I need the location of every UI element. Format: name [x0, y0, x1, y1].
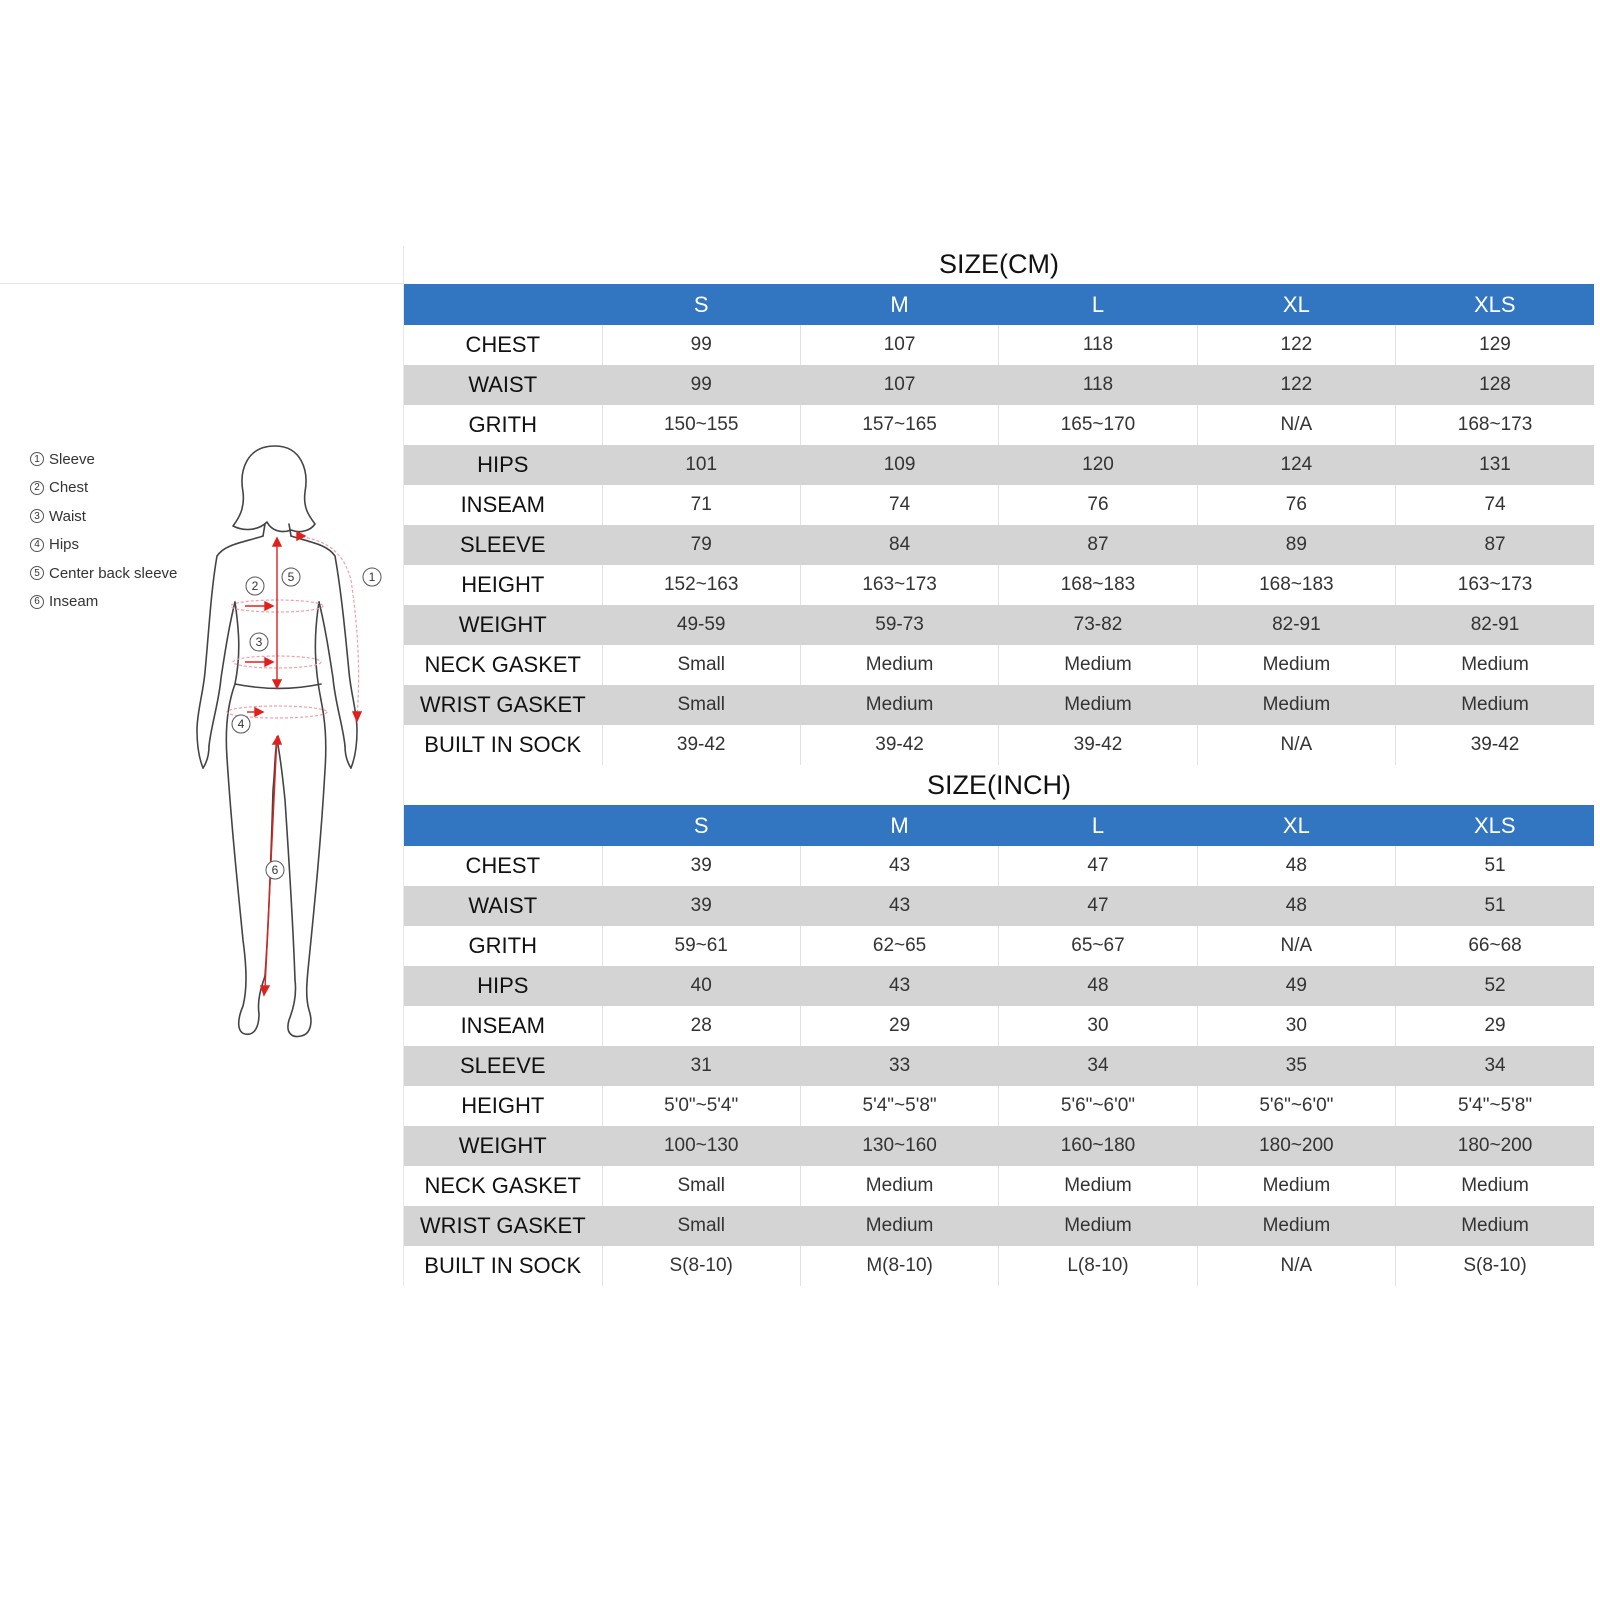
table-cell: 74 [800, 485, 998, 525]
table-cell: 5'0"~5'4" [602, 1086, 800, 1126]
row-label: WRIST GASKET [404, 685, 602, 725]
legend-item-waist [30, 502, 177, 531]
table-cell: 47 [999, 846, 1197, 886]
table-row [404, 525, 1594, 565]
table-cell: 168~173 [1396, 405, 1594, 445]
table-cell: 34 [999, 1046, 1197, 1086]
table-row [404, 846, 1594, 886]
divider-line [0, 283, 403, 284]
table-cell: 99 [602, 325, 800, 365]
table-cell: N/A [1197, 1246, 1395, 1286]
size-header: XLS [1396, 284, 1594, 325]
table-cell: 101 [602, 445, 800, 485]
row-label: WAIST [404, 365, 602, 405]
marker-number: 4 [237, 717, 245, 731]
table-cell: 66~68 [1396, 926, 1594, 966]
table-cell: 28 [602, 1006, 800, 1046]
table-cell: M(8-10) [800, 1246, 998, 1286]
table-cell: 122 [1197, 325, 1395, 365]
row-label: GRITH [468, 933, 537, 958]
legend-label: Inseam [49, 593, 99, 611]
header-corner [404, 284, 602, 325]
table-cell: 128 [1396, 365, 1594, 405]
table-cell: Small [602, 645, 800, 685]
size-header: S [602, 805, 800, 846]
table-header-row [404, 284, 1594, 325]
table-cell: 82-91 [1197, 605, 1395, 645]
legend-item-sleeve [30, 445, 177, 474]
table-cell: 39-42 [1396, 725, 1594, 765]
table-row [404, 565, 1594, 605]
table-cell: Medium [999, 685, 1197, 725]
table-cell: 163~173 [800, 565, 998, 605]
table-cell: S(8-10) [1396, 1246, 1594, 1286]
size-header: M [800, 805, 998, 846]
table-cell: 180~200 [1396, 1126, 1594, 1166]
table-cell: 29 [800, 1006, 998, 1046]
table-cell: 118 [999, 325, 1197, 365]
table-cell: 131 [1396, 445, 1594, 485]
legend-label: Waist [49, 507, 86, 525]
table-cell: 165~170 [999, 405, 1197, 445]
table-cell: 65~67 [999, 926, 1197, 966]
table-row [404, 725, 1594, 765]
table-cell: Medium [800, 1166, 998, 1206]
row-label: HIPS [404, 445, 602, 485]
legend-item-inseam [30, 588, 177, 617]
legend-number: 6 [30, 595, 44, 609]
row-label: CHEST [465, 853, 541, 878]
table-cell: 168~183 [999, 565, 1197, 605]
row-label: NECK GASKET [424, 1173, 581, 1198]
body-figure-icon [185, 440, 395, 1060]
table-cell: Medium [1396, 1166, 1594, 1206]
table-cell: 168~183 [1197, 565, 1395, 605]
table-cell: N/A [1197, 405, 1395, 445]
legend-item-hips [30, 531, 177, 560]
table-cell: Medium [1396, 1206, 1594, 1246]
table-cell: Medium [999, 645, 1197, 685]
table-row [404, 325, 1594, 365]
table-cell: 120 [999, 445, 1197, 485]
table-cell: 163~173 [1396, 565, 1594, 605]
table-cell: Medium [999, 1206, 1197, 1246]
table-cell: 5'4"~5'8" [800, 1086, 998, 1126]
table-cell: 130~160 [800, 1126, 998, 1166]
table-cell: 59-73 [800, 605, 998, 645]
table-cell: 82-91 [1396, 605, 1594, 645]
size-header: XLS [1396, 805, 1594, 846]
row-label: HEIGHT [461, 572, 545, 597]
table-cell: 118 [999, 365, 1197, 405]
inch-table-title: SIZE(INCH) [927, 770, 1071, 800]
table-cell: 5'4"~5'8" [1396, 1086, 1594, 1126]
table-cell: 48 [999, 966, 1197, 1006]
table-cell: 157~165 [800, 405, 998, 445]
size-header: XL [1197, 284, 1395, 325]
row-label: INSEAM [460, 492, 545, 517]
table-cell: 87 [999, 525, 1197, 565]
table-cell: 43 [800, 846, 998, 886]
table-row [404, 1126, 1594, 1166]
table-cell: 30 [1197, 1006, 1395, 1046]
size-header: L [999, 805, 1197, 846]
table-cell: 49 [1197, 966, 1395, 1006]
table-cell: 29 [1396, 1006, 1594, 1046]
table-cell: 39-42 [800, 725, 998, 765]
table-cell: 122 [1197, 365, 1395, 405]
table-cell: 5'6"~6'0" [999, 1086, 1197, 1126]
table-cell: 40 [602, 966, 800, 1006]
table-cell: Medium [1396, 685, 1594, 725]
table-cell: 124 [1197, 445, 1395, 485]
table-row [404, 405, 1594, 445]
table-row [404, 685, 1594, 725]
table-cell: 150~155 [602, 405, 800, 445]
table-cell: S(8-10) [602, 1246, 800, 1286]
table-row [404, 1006, 1594, 1046]
table-header-row [404, 805, 1594, 846]
legend-label: Sleeve [49, 450, 95, 468]
row-label: BUILT IN SOCK [424, 1253, 582, 1278]
table-cell: 31 [602, 1046, 800, 1086]
table-row [404, 1166, 1594, 1206]
table-row [404, 485, 1594, 525]
table-cell: 30 [999, 1006, 1197, 1046]
row-label: NECK GASKET [424, 652, 581, 677]
table-row [404, 1206, 1594, 1246]
table-cell: Medium [800, 685, 998, 725]
table-cell: 34 [1396, 1046, 1594, 1086]
table-row [404, 926, 1594, 966]
row-label: SLEEVE [404, 525, 602, 565]
table-cell: 52 [1396, 966, 1594, 1006]
table-cell: 87 [1396, 525, 1594, 565]
table-cell: Medium [800, 645, 998, 685]
legend-label: Chest [49, 479, 89, 497]
table-cell: 62~65 [800, 926, 998, 966]
size-charts [403, 246, 1594, 1286]
marker-number: 5 [287, 570, 295, 584]
size-table-inch [404, 805, 1594, 1286]
table-cell: 59~61 [602, 926, 800, 966]
legend-number: 5 [30, 566, 44, 580]
marker-number: 6 [271, 863, 279, 877]
legend-number: 1 [30, 452, 44, 466]
size-table-cm [404, 284, 1594, 765]
table-cell: Medium [999, 1166, 1197, 1206]
table-cell: Medium [1197, 645, 1395, 685]
header-corner [404, 805, 602, 846]
row-label: BUILT IN SOCK [424, 732, 582, 757]
table-cell: 43 [800, 886, 998, 926]
row-label: CHEST [465, 332, 541, 357]
size-header: L [999, 284, 1197, 325]
table-cell: 49-59 [602, 605, 800, 645]
table-cell: 5'6"~6'0" [1197, 1086, 1395, 1126]
table-row [404, 645, 1594, 685]
table-row [404, 1246, 1594, 1286]
table-cell: 33 [800, 1046, 998, 1086]
cm-table-body [404, 325, 1594, 765]
legend-label: Center back sleeve [49, 564, 178, 582]
row-label: WRIST GASKET [404, 1206, 602, 1246]
marker-number: 1 [368, 570, 376, 584]
table-cell: 39 [602, 886, 800, 926]
legend-label: Hips [49, 536, 80, 554]
table-cell: 76 [999, 485, 1197, 525]
table-cell: 107 [800, 325, 998, 365]
table-cell: Small [602, 1166, 800, 1206]
legend-item-center-back-sleeve [30, 559, 177, 588]
table-cell: 100~130 [602, 1126, 800, 1166]
table-cell: Medium [1197, 1206, 1395, 1246]
size-header: XL [1197, 805, 1395, 846]
table-cell: 84 [800, 525, 998, 565]
table-cell: 76 [1197, 485, 1395, 525]
table-cell: 73-82 [999, 605, 1197, 645]
table-cell: 51 [1396, 886, 1594, 926]
inch-table-body [404, 846, 1594, 1286]
table-row [404, 365, 1594, 405]
table-cell: 107 [800, 365, 998, 405]
table-row [404, 1086, 1594, 1126]
table-cell: 39-42 [999, 725, 1197, 765]
table-row [404, 886, 1594, 926]
table-cell: 39 [602, 846, 800, 886]
row-label: WEIGHT [404, 605, 602, 645]
row-label: HIPS [404, 966, 602, 1006]
table-cell: Medium [1197, 1166, 1395, 1206]
table-cell: 51 [1396, 846, 1594, 886]
table-cell: 109 [800, 445, 998, 485]
table-cell: 152~163 [602, 565, 800, 605]
row-label: INSEAM [460, 1013, 545, 1038]
table-cell: 39-42 [602, 725, 800, 765]
size-header: M [800, 284, 998, 325]
cm-table-title: SIZE(CM) [939, 249, 1059, 279]
legend-number: 2 [30, 481, 44, 495]
table-row [404, 1046, 1594, 1086]
table-cell: 43 [800, 966, 998, 1006]
table-cell: Medium [1197, 685, 1395, 725]
table-cell: 79 [602, 525, 800, 565]
table-cell: 71 [602, 485, 800, 525]
row-label: HEIGHT [461, 1093, 545, 1118]
marker-number: 3 [255, 635, 263, 649]
table-cell: 160~180 [999, 1126, 1197, 1166]
row-label: WEIGHT [404, 1126, 602, 1166]
table-cell: Medium [800, 1206, 998, 1246]
table-cell: L(8-10) [999, 1246, 1197, 1286]
table-cell: 48 [1197, 846, 1395, 886]
table-cell: 129 [1396, 325, 1594, 365]
table-cell: 99 [602, 365, 800, 405]
table-row [404, 966, 1594, 1006]
table-row [404, 605, 1594, 645]
table-cell: 35 [1197, 1046, 1395, 1086]
table-cell: 180~200 [1197, 1126, 1395, 1166]
legend-number: 4 [30, 538, 44, 552]
table-cell: 47 [999, 886, 1197, 926]
row-label: GRITH [468, 412, 537, 437]
table-cell: 48 [1197, 886, 1395, 926]
legend-item-chest [30, 474, 177, 503]
table-cell: N/A [1197, 725, 1395, 765]
table-cell: Small [602, 685, 800, 725]
legend-number: 3 [30, 509, 44, 523]
row-label: WAIST [404, 886, 602, 926]
table-cell: N/A [1197, 926, 1395, 966]
table-cell: Medium [1396, 645, 1594, 685]
table-cell: 74 [1396, 485, 1594, 525]
table-cell: Small [602, 1206, 800, 1246]
table-row [404, 445, 1594, 485]
size-header: S [602, 284, 800, 325]
row-label: SLEEVE [404, 1046, 602, 1086]
marker-number: 2 [251, 579, 259, 593]
measurement-legend [30, 445, 177, 616]
table-cell: 89 [1197, 525, 1395, 565]
